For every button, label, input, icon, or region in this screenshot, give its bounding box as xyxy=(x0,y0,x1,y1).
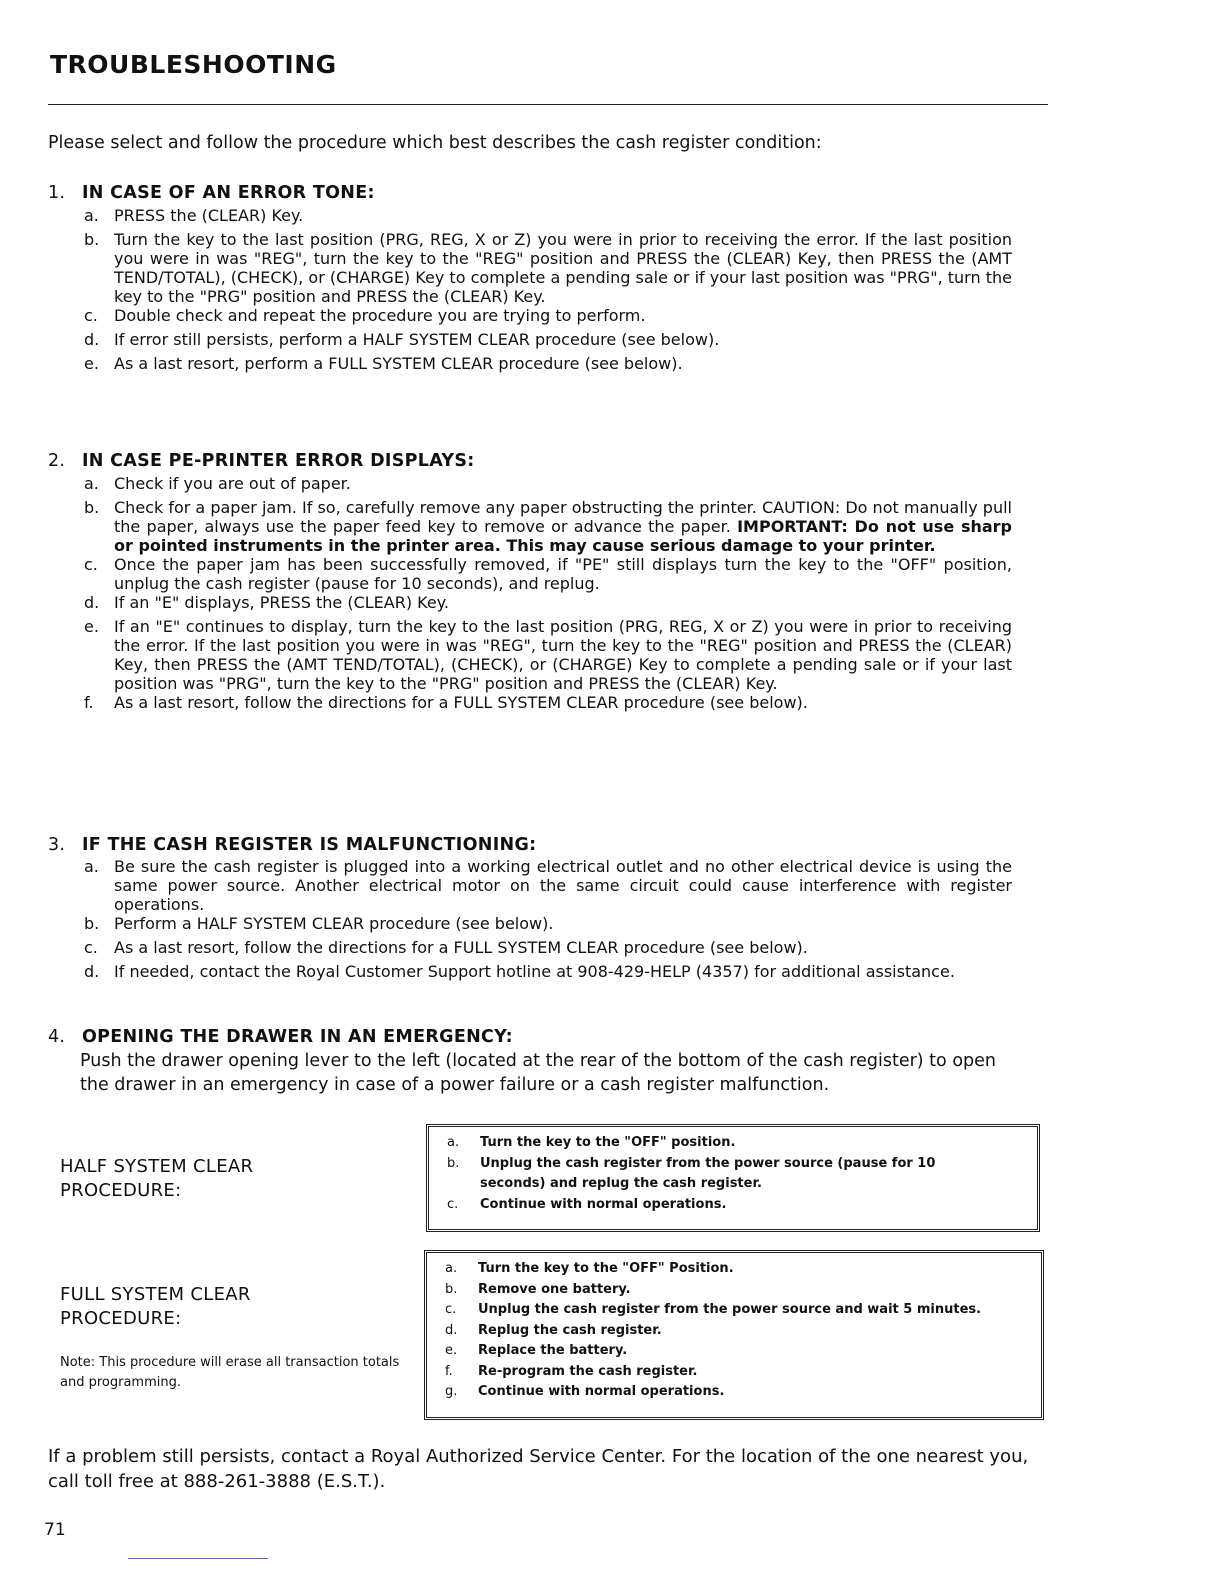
list-item: c. Once the paper jam has been successfully removed, if "PE" still displays turn the key to the "OFF" position, unplug the cash register (pause for 10 seconds), and replug. xyxy=(84,555,1012,593)
footer-contact-text: If a problem still persists, contact a Royal Authorized Service Center. For the location of the one nearest you, call toll free at 888-261-3888 (E.S.T.). xyxy=(48,1446,1029,1492)
section-title: OPENING THE DRAWER IN AN EMERGENCY: xyxy=(82,1027,513,1047)
drawer-instructions: Push the drawer opening lever to the left (located at the rear of the bottom of the cash register) to open the drawer in an emergency in case of a power failure or a cash register malfunction. xyxy=(80,1051,996,1095)
list-item: a. Check if you are out of paper. xyxy=(84,474,351,493)
procedure-step: e. Replace the battery. xyxy=(445,1343,628,1358)
half-clear-label: HALF SYSTEM CLEAR PROCEDURE: xyxy=(60,1156,254,1201)
list-item: e. If an "E" continues to display, turn the key to the last position (PRG, REG, X or Z) you were in prior to receiving the error. If the last position you were in was "REG", turn the key to the "REG" position and PRESS the (CLEAR) Key, then PRESS the (AMT TEND/TOTAL), (CHECK), or (CHARGE) Key to complete a pending sale or if your last position was "PRG", turn the key to the "PRG" position and PRESS the (CLEAR) Key. xyxy=(84,617,1012,693)
section-number: 4. xyxy=(48,1027,66,1047)
list-item: f. As a last resort, follow the directions for a FULL SYSTEM CLEAR procedure (see below). xyxy=(84,693,808,712)
list-item: b. Perform a HALF SYSTEM CLEAR procedure (see below). xyxy=(84,914,554,933)
procedure-step: b. Remove one battery. xyxy=(445,1281,631,1297)
procedure-step: d. Replug the cash register. xyxy=(445,1322,662,1338)
section-title: IN CASE OF AN ERROR TONE: xyxy=(82,183,375,203)
procedure-step: c. Unplug the cash register from the power source and wait 5 minutes. xyxy=(445,1302,982,1317)
section-number: 2. xyxy=(48,451,66,471)
procedure-step: f. Re-program the cash register. xyxy=(445,1363,698,1379)
list-item: a. Be sure the cash register is plugged into a working electrical outlet and no other electrical device is using the same power source. Another electrical motor on the same circuit could cause interference with register operations. xyxy=(84,857,1012,914)
title-divider xyxy=(48,104,1048,105)
page-title: TROUBLESHOOTING xyxy=(50,50,337,79)
full-clear-note: Note: This procedure will erase all transaction totals and programming. xyxy=(60,1355,400,1390)
list-item: c. As a last resort, follow the directions for a FULL SYSTEM CLEAR procedure (see below). xyxy=(84,938,808,957)
section-number: 3. xyxy=(48,835,66,855)
procedure-step: a. Turn the key to the "OFF" position. xyxy=(447,1135,736,1150)
bottom-divider xyxy=(128,1558,268,1559)
important-warning: IMPORTANT: Do not use sharp or pointed instruments in the printer area. This may cause serious damage to your printer. xyxy=(114,517,1012,555)
procedure-step: b. Unplug the cash register from the power source (pause for 10 seconds) and replug the cash register. xyxy=(447,1155,936,1191)
list-item: d. If needed, contact the Royal Customer Support hotline at 908-429-HELP (4357) for additional assistance. xyxy=(84,962,955,981)
list-item: d. If error still persists, perform a HALF SYSTEM CLEAR procedure (see below). xyxy=(84,330,720,349)
full-clear-label: FULL SYSTEM CLEAR PROCEDURE: xyxy=(60,1284,251,1329)
procedure-step: g. Continue with normal operations. xyxy=(445,1384,725,1399)
list-item: e. As a last resort, perform a FULL SYSTEM CLEAR procedure (see below). xyxy=(84,354,683,373)
section-number: 1. xyxy=(48,183,66,203)
half-clear-procedure-box xyxy=(426,1124,1040,1232)
section-title: IN CASE PE-PRINTER ERROR DISPLAYS: xyxy=(82,451,475,471)
list-item: a. PRESS the (CLEAR) Key. xyxy=(84,206,304,225)
list-item: c. Double check and repeat the procedure you are trying to perform. xyxy=(84,306,646,325)
list-item: b. Check for a paper jam. If so, carefully remove any paper obstructing the printer. CAUTION: Do not manually pull the paper, always use the paper feed key to remove or advance the paper. IMPORTANT: Do not use sharp or pointed instruments in the printer area. This may cause serious damage to your printer. xyxy=(84,498,1012,555)
full-clear-procedure-box xyxy=(424,1250,1044,1420)
intro-text: Please select and follow the procedure which best describes the cash register condition: xyxy=(48,133,822,153)
section-title: IF THE CASH REGISTER IS MALFUNCTIONING: xyxy=(82,835,537,855)
page-number: 71 xyxy=(44,1520,66,1540)
procedure-step: c. Continue with normal operations. xyxy=(447,1196,727,1212)
list-item: b. Turn the key to the last position (PRG, REG, X or Z) you were in prior to receiving the error. If the last position you were in was "REG", turn the key to the "REG" position and PRESS the (CLEAR) Key, then PRESS the (AMT TEND/TOTAL), (CHECK), or (CHARGE) Key to complete a pending sale or if your last position was "PRG", turn the key to the "PRG" position and PRESS the (CLEAR) Key. xyxy=(84,230,1012,306)
list-item: d. If an "E" displays, PRESS the (CLEAR) Key. xyxy=(84,593,449,612)
procedure-step: a. Turn the key to the "OFF" Position. xyxy=(445,1261,734,1276)
